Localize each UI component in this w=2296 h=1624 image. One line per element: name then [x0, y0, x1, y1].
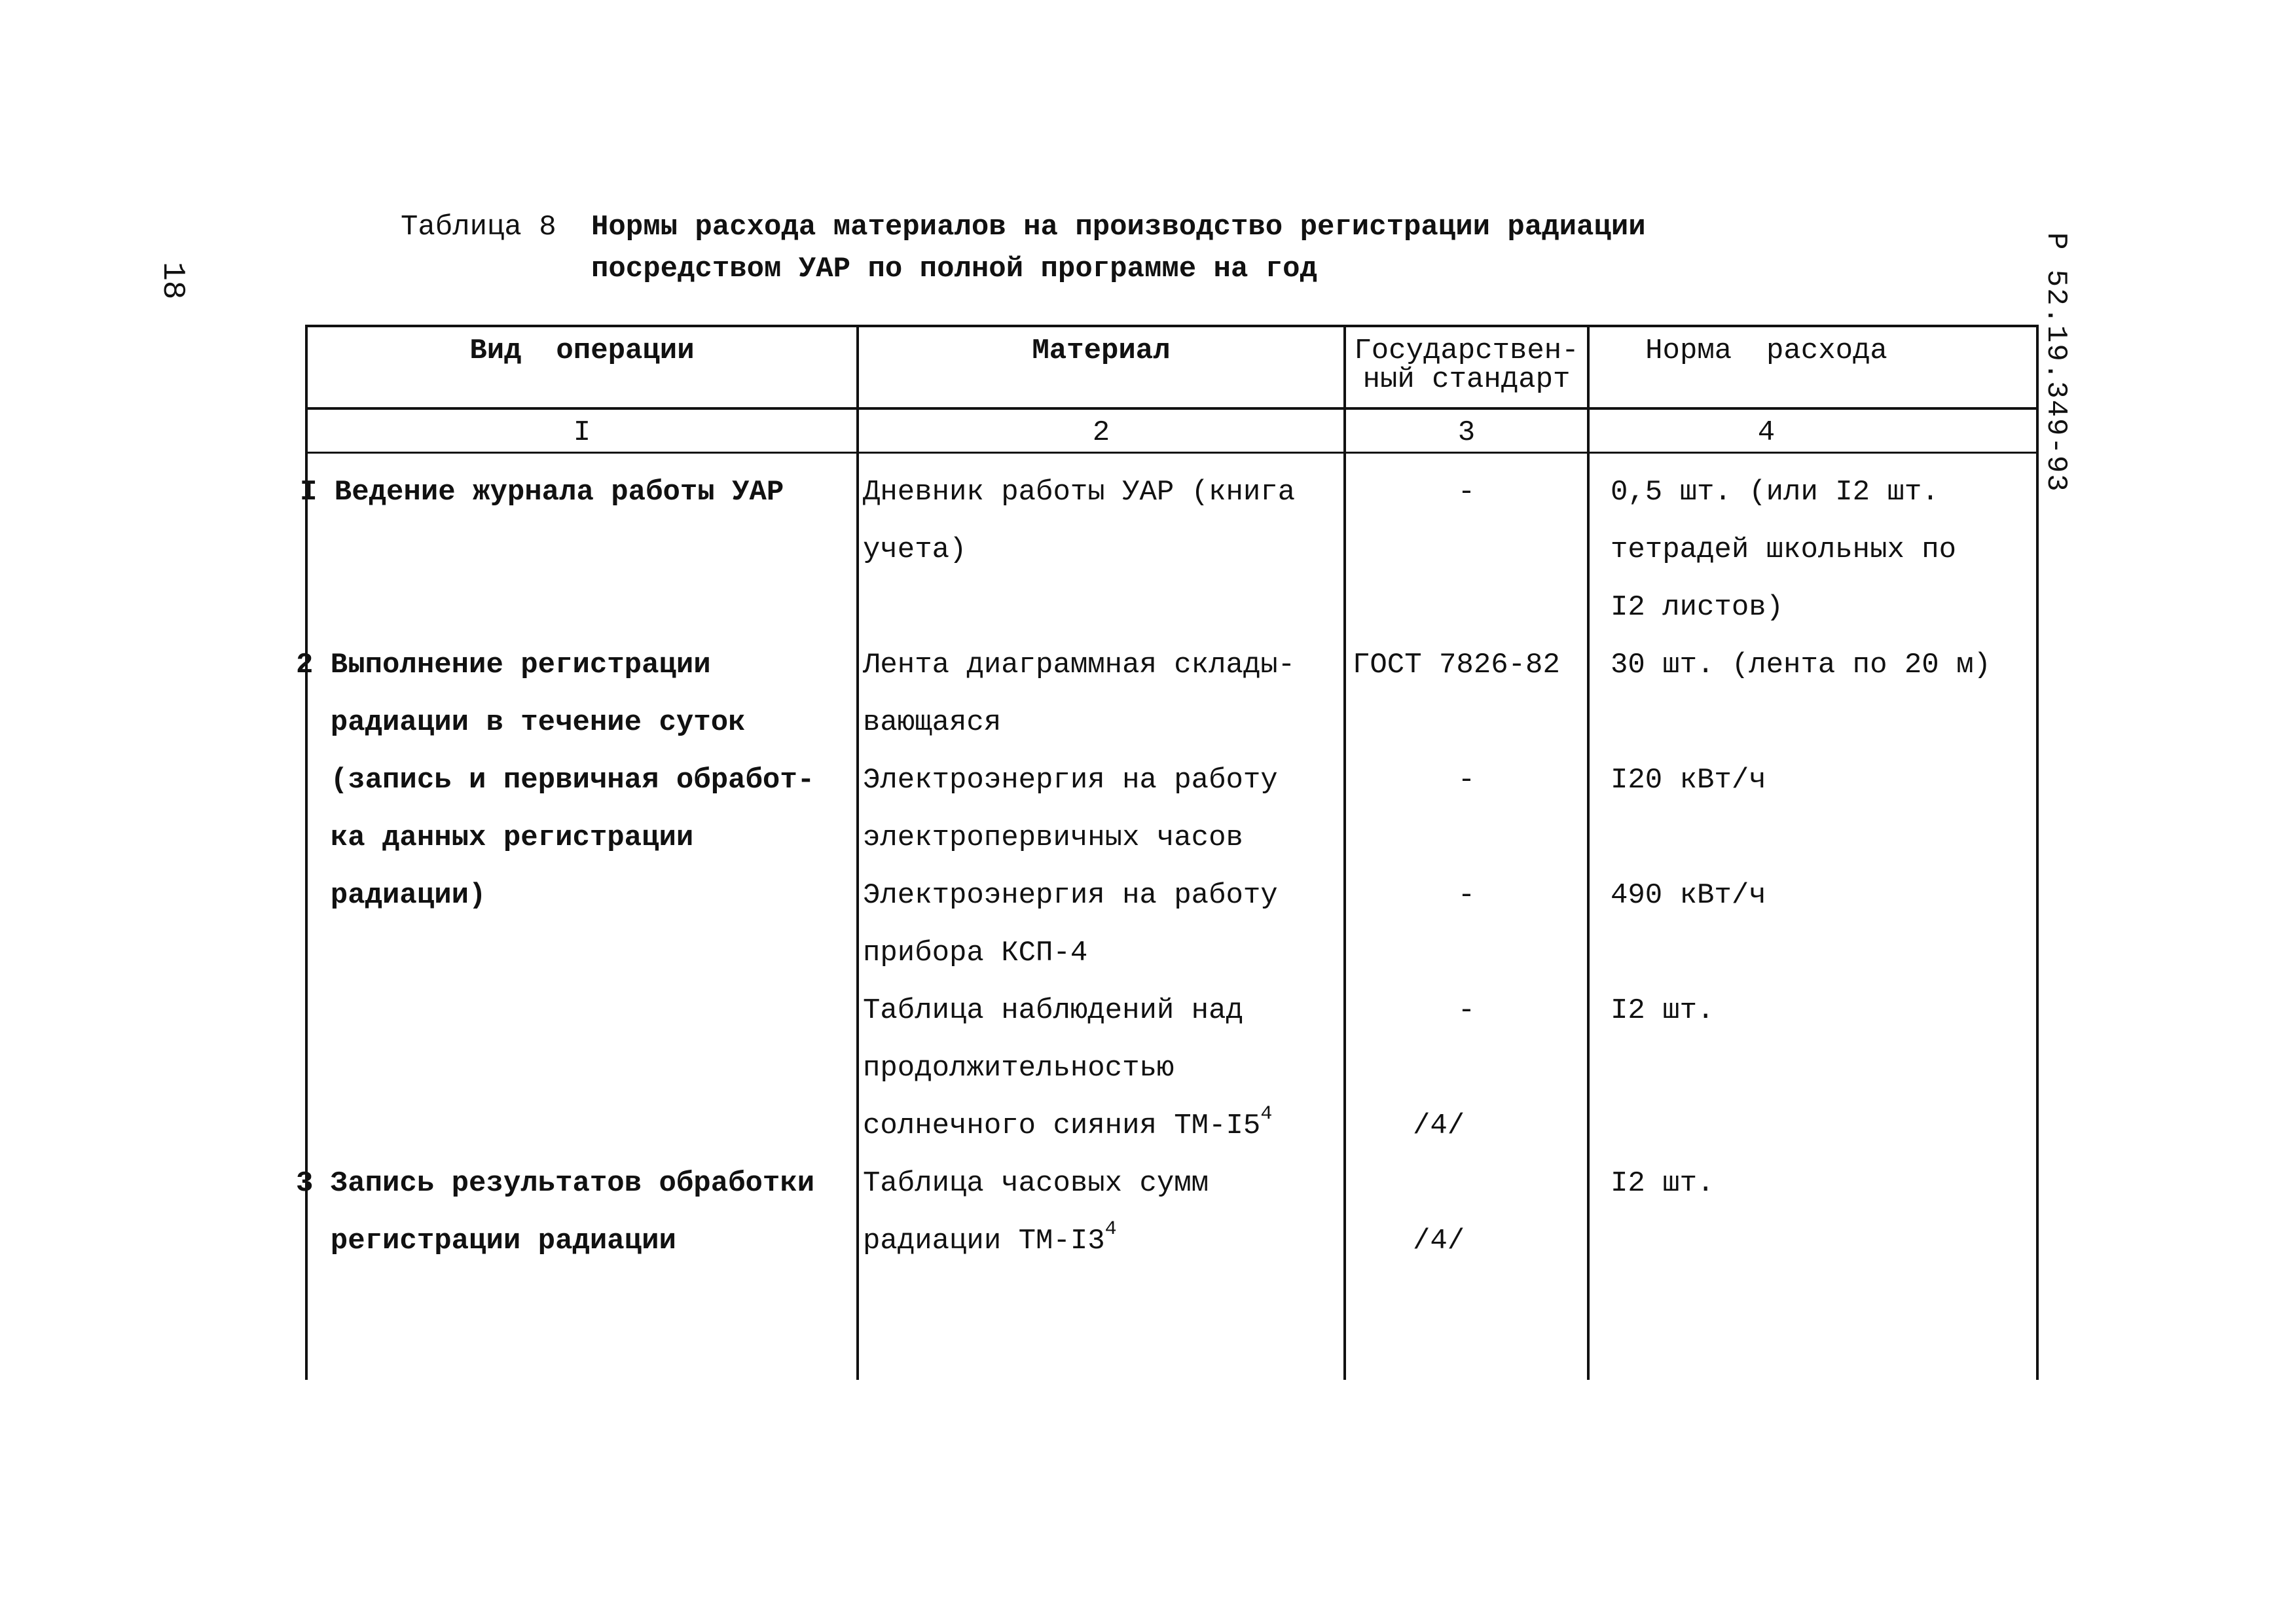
- header-operation: Вид операции: [469, 334, 695, 367]
- row2-norm-tm15: I2 шт.: [1611, 994, 1715, 1027]
- row2-standard-tape: ГОСТ 7826-82: [1353, 649, 1560, 681]
- row2-material-tm15-sup: 4: [1260, 1103, 1273, 1125]
- header-divider: [306, 407, 2038, 410]
- row2-operation: 2 Выполнение регистрации радиации в течение суток (запись и первичная обработ- ка данных регистрации радиации): [296, 649, 815, 912]
- header-norm: Норма расхода: [1645, 334, 1887, 367]
- row3-material: [863, 1155, 1209, 1270]
- column-number: 2: [1092, 416, 1110, 449]
- row2-material-tm15: [863, 982, 1272, 1155]
- column-number: 4: [1757, 416, 1776, 449]
- row2-material-tape: Лента диаграммная склады- вающаяся: [863, 649, 1296, 739]
- table-title-line2: посредством УАР по полной программе на год: [591, 253, 1317, 285]
- table-title-line1: Нормы расхода материалов на производство регистрации радиации: [591, 211, 1646, 244]
- row1-norm: 0,5 шт. (или I2 шт. тетрадей школьных по I2 листов): [1611, 476, 1957, 624]
- row2-material-tm15-text: Таблица наблюдений над продолжительностью солнечного сияния ТМ-I5: [863, 994, 1261, 1142]
- column-number: 3: [1457, 416, 1476, 449]
- col-border-3: [1587, 325, 1590, 1380]
- row2-norm-tape: 30 шт. (лента по 20 м): [1611, 649, 1991, 681]
- col-border-1: [856, 325, 859, 1380]
- row1-operation: I Ведение журнала работы УАР: [300, 476, 784, 509]
- page-number: 18: [155, 262, 190, 300]
- header-standard: Государствен- ный стандарт: [1354, 334, 1579, 396]
- row2-norm-ksp-energy: 490 кВт/ч: [1611, 879, 1766, 912]
- col-border-right: [2036, 325, 2039, 1380]
- row2-standard-ref-tm15: /4/: [1413, 1110, 1465, 1142]
- row2-material-ksp-energy: Электроэнергия на работу прибора КСП-4: [863, 879, 1278, 969]
- row2-standard-clock-energy: -: [1457, 764, 1476, 797]
- row3-material-sup: 4: [1104, 1218, 1117, 1240]
- row1-material: Дневник работы УАР (книга учета): [863, 476, 1296, 566]
- numbers-divider: [306, 452, 2038, 454]
- row3-material-text: Таблица часовых сумм радиации ТМ-I3: [863, 1167, 1209, 1257]
- row2-norm-clock-energy: I20 кВт/ч: [1611, 764, 1766, 797]
- row2-standard-tm15: -: [1457, 994, 1476, 1027]
- table-label: Таблица 8: [401, 211, 556, 244]
- row2-standard-ksp-energy: -: [1457, 879, 1476, 912]
- row3-norm: I2 шт.: [1611, 1167, 1715, 1200]
- header-material: Материал: [1032, 334, 1171, 367]
- row3-standard-ref: /4/: [1413, 1225, 1465, 1257]
- document-number: Р 52.19.349-93: [2039, 232, 2072, 493]
- row3-operation: 3 Запись результатов обработки регистрации радиации: [296, 1167, 815, 1257]
- table-top-border: [306, 325, 2038, 327]
- row2-material-clock-energy: Электроэнергия на работу электропервичных часов: [863, 764, 1278, 854]
- row1-standard: -: [1457, 476, 1476, 509]
- column-number: I: [573, 416, 591, 449]
